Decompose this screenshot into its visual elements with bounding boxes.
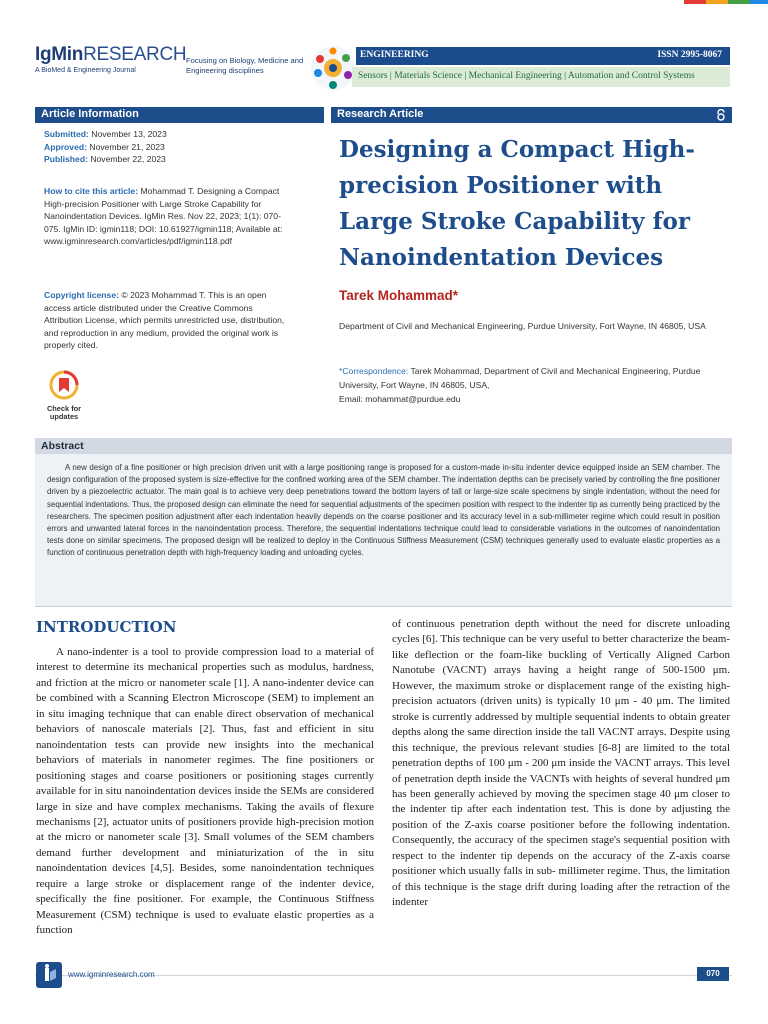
top-color-bar-orange bbox=[706, 0, 728, 4]
page-number: 070 bbox=[697, 967, 729, 981]
citation-text: How to cite this article: Mohammad T. Designing a Compact High-precision Positioner with Large Stroke Capability for Nanoindentation Devices. IgMin Res. Nov 22, 2023; 1(1): 070-075. IgMin ID: igmin118; DOI: 10.61927/igmin118; Available at: www.igminresearch.com/articles/pdf/igmin118.pdf bbox=[44, 186, 283, 246]
abstract-text: A new design of a fine positioner or high precision driven unit with a large positioning range is proposed for a custom-made in-situ indenter device equipped inside an SEM chamber. The design configuration of the proposed system is size-effective for the confined working area of the SEM chamber. The indentation depths can be precisely varied by controlling the fine positioner driven by a piezoelectric actuator. The main goal is to achieve very deep penetrations toward the bottom layers of tall or large-size scale specimens by single indentation, without the need for sequential indentations. Thus, the proposed design can eliminate the need for sequential adjustments of the specimen position with respect to the indenter tip as currently being practiced by the researchers. The specimen position adjustment after each indentation heavily depends on the coarse positioner and its accuracy level in a sub-millimeter regime which could result in position errors and unwanted lateral forces in the nanoindentation process. Therefore, the sequential indentations technique could lead to considerable variations in the outcomes of nanoindentation tests done on similar specimens. The proposed design will be realized to deploy in the Continuous Stiffness Measurement (CSM) techniques generally used to evaluate elastic properties as a function of continuous penetration depth with high-frequency loading and unloading cycles. bbox=[47, 463, 720, 558]
top-color-bar-red bbox=[684, 0, 706, 4]
top-color-bar-green bbox=[728, 0, 750, 4]
introduction-heading: INTRODUCTION bbox=[36, 618, 177, 636]
logo-title: IgMinRESEARCH bbox=[35, 44, 187, 65]
check-updates-label: Check for updates bbox=[46, 404, 82, 421]
abstract-heading-bar bbox=[35, 438, 732, 454]
affiliation: Department of Civil and Mechanical Engineering, Purdue University, Fort Wayne, IN 46805, USA bbox=[339, 321, 706, 331]
published-date: Published: November 22, 2023 bbox=[44, 154, 166, 164]
article-title: Designing a Compact High-precision Positioner with Large Stroke Capability for Nanoindentation Devices bbox=[339, 136, 695, 271]
journal-tagline: Focusing on Biology, Medicine and Engineering disciplines bbox=[186, 56, 304, 75]
correspondence-email[interactable]: Email: mohammat@purdue.edu bbox=[339, 394, 461, 404]
article-info-heading-bar bbox=[35, 107, 324, 123]
open-access-icon bbox=[716, 109, 726, 121]
check-for-updates-badge[interactable] bbox=[42, 370, 86, 421]
article-info-heading: Article Information bbox=[41, 108, 139, 120]
journal-logo[interactable] bbox=[35, 44, 185, 84]
engineering-emblem-icon bbox=[310, 45, 356, 91]
approved-date: Approved: November 21, 2023 bbox=[44, 141, 165, 152]
top-color-bar-blue bbox=[750, 0, 768, 4]
body-column-left: A nano-indenter is a tool to provide compression load to a material of interest to determine its mechanical properties such as modulus, hardness, and friction at the micro or nanometer scale [1]. A nano-indenter device can be combined with a Scanning Electron Microscope (SEM) to implement an in situ imaging technique that can enable direct observation of mechanical behaviors of nanoscale materials [2]. Thus, fast and efficient in situ nanoindentation tests can provide new insights into the mechanical behaviors of materials in nanometer regimes. The fine positioners or positioning stages and coarse positioners or positioning stages currently available for in situ nanoindentation devices inside the SEMs are considered large in size and have complex mechanisms. Taking the avails of flexure mechanisms [2], actuator units of positioners provide high-precision motion at the micro or nanometer scale [3]. Small volumes of the SEM chambers demand further development and miniaturization of the in situ nanoindentation devices [4,5]. Besides, some nanoindentation techniques require a large stroke or displacement range of the indenter device, specifically the fine positioner. For example, the Continuous Stiffness Measurement (CSM) technique is used to evaluate elastic properties as a function bbox=[36, 646, 374, 937]
topics-banner bbox=[352, 67, 730, 87]
author-name: Tarek Mohammad* bbox=[339, 288, 459, 303]
issn: ISSN 2995-8067 bbox=[657, 50, 722, 60]
topics-text: Sensors | Materials Science | Mechanical Engineering | Automation and Control Systems bbox=[358, 71, 695, 81]
correspondence: *Correspondence: Tarek Mohammad, Department of Civil and Mechanical Engineering, Purdue University, Fort Wayne, IN 46805, USA, Email: mohammat@purdue.edu bbox=[339, 366, 701, 404]
bookmark-icon bbox=[49, 370, 79, 400]
footer-url-link[interactable]: www.igminresearch.com bbox=[68, 970, 155, 979]
copyright-text: Copyright license: © 2023 Mohammad T. This is an open access article distributed under the Creative Commons Attribution License, which permits unrestricted use, distribution, and reproduction in any medium, provided the original work is properly cited. bbox=[44, 290, 285, 350]
section-name: ENGINEERING bbox=[360, 50, 429, 60]
abstract-heading: Abstract bbox=[41, 440, 84, 452]
logo-subtitle: A BioMed & Engineering Journal bbox=[35, 67, 136, 74]
article-type: Research Article bbox=[337, 108, 424, 120]
body-column-right: of continuous penetration depth without the need for discrete unloading cycles [6]. This technique can be very useful to better characterize the beam-like deflection or the foam-like buckling of Vertically Aligned Carbon Nanotube (VACNT) arrays having a height range of 500-1500 μm. However, the maximum stroke or displacement range of the existing high-precision actuators (driven units) is typically 10 μm - 40 μm. The limited stroke is currently addressed by multiple sequential indents to obtain greater depths along the same direction inside the tall VACNT arrays. Despite using this technique, the previous relevant studies [6-8] are limited to the total penetration depths of 100 μm - 200 μm inside the VACNT arrays. This level of penetration depth inside the VACNTs with heights of several hundred μm has been generally achieved by moving the specimen stage 40 μm closer to the indenter tip after each indentation test. This is done by adjusting the position of the Z-axis coarse positioner before the following indentation. Consequently, the accuracy of the specimen stage's sequential position with respect to the indenter tip depends on the accuracy of the Z-axis coarse positioner which usually falls in sub- millimeter regime. Thus, the limitation of this technique is the stage drift during loading after the retraction of the indenter bbox=[392, 618, 730, 909]
section-banner bbox=[356, 47, 730, 65]
abstract-box bbox=[35, 454, 732, 607]
journal-footer-icon bbox=[36, 962, 62, 988]
article-dates bbox=[44, 128, 294, 166]
submitted-date: Submitted: November 13, 2023 bbox=[44, 129, 167, 139]
research-article-heading-bar bbox=[331, 107, 732, 123]
